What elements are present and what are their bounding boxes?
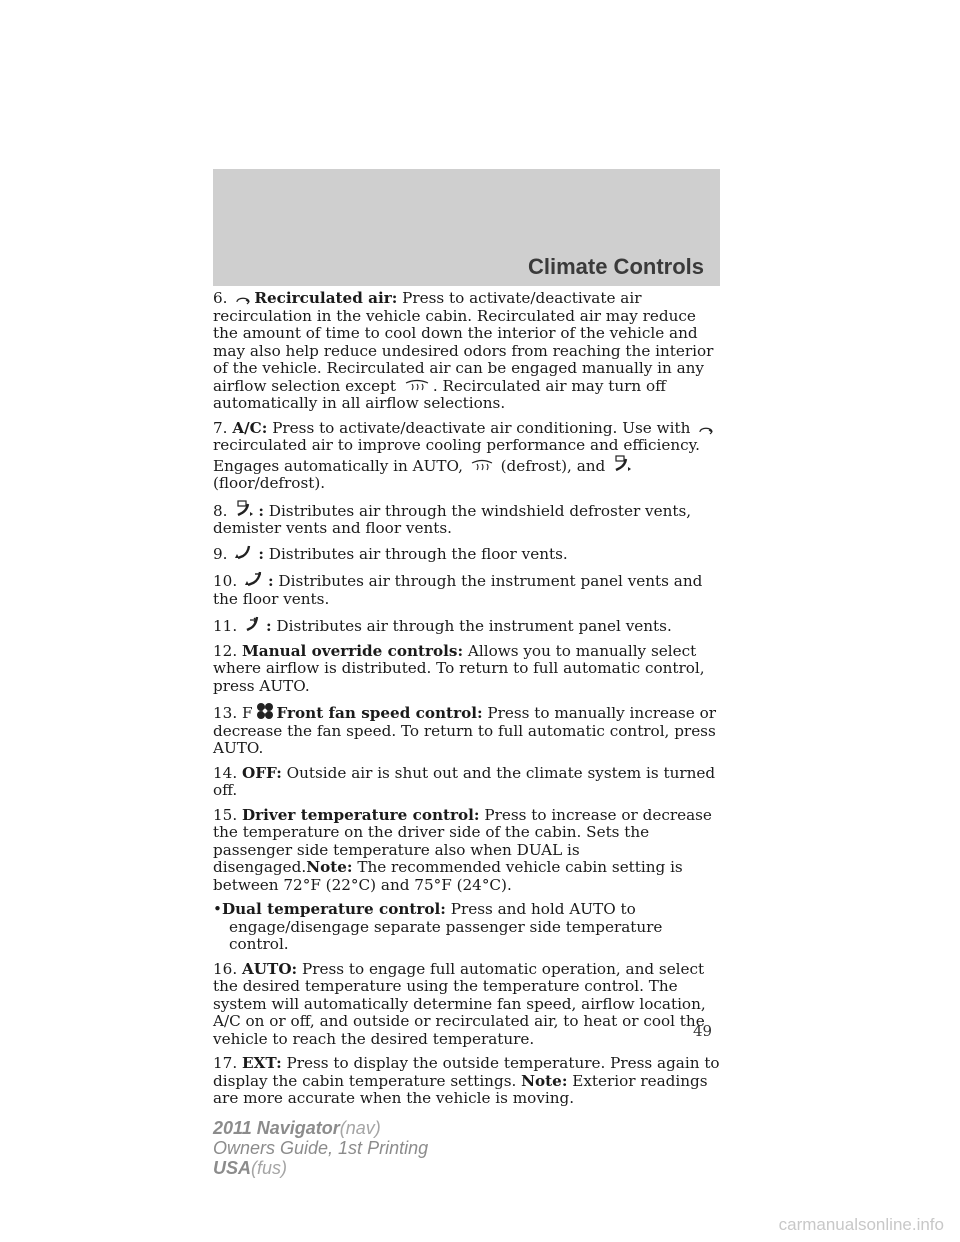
item-text: Allows you to manually select where airflow is distributed. To return to full automatic control, press AUTO.	[213, 641, 705, 695]
panel-floor-vent-icon	[245, 570, 265, 588]
page-number: 49	[693, 1022, 713, 1040]
footer-market: USA	[213, 1158, 252, 1178]
item-text: Press to activate/deactivate air conditioning. Use with	[272, 418, 691, 437]
item-8	[213, 500, 723, 538]
item-number: 11.	[213, 617, 238, 635]
item-text: Distributes air through the instrument panel vents and the floor vents.	[213, 572, 703, 608]
item-7	[213, 420, 723, 493]
footer	[213, 1118, 428, 1178]
note-text: Exterior readings are more accurate when the vehicle is moving.	[213, 1071, 708, 1107]
item-11	[213, 615, 723, 636]
item-number: 16.	[213, 959, 238, 978]
item-label: Driver temperature control:	[241, 805, 480, 824]
footer-market-code: (fus)	[251, 1158, 288, 1178]
item-number: 14.	[213, 763, 238, 782]
item-number: 9.	[213, 544, 228, 563]
item-label: EXT:	[241, 1054, 282, 1072]
item-text: Press to manually increase or decrease the fan speed. To return to full automatic control, press AUTO.	[213, 704, 717, 757]
note-label: Note:	[521, 1071, 568, 1090]
item-text-2: recirculated air to improve cooling performance and efficiency. Engages automatically in AUTO,	[213, 436, 701, 475]
section-title: Climate Controls	[527, 254, 704, 279]
item-12	[213, 643, 723, 696]
page-content	[213, 290, 723, 1115]
defrost-icon	[404, 379, 430, 393]
item-colon: :	[265, 617, 272, 635]
item-text-2: . Recirculated air may turn off automatically in all airflow selections.	[213, 376, 666, 412]
item-text: Distributes air through the floor vents.	[268, 544, 568, 563]
item-label: Manual override controls:	[241, 641, 464, 660]
item-number: 13. F	[213, 704, 253, 722]
item-label: Front fan speed control:	[276, 704, 483, 722]
item-label: AUTO:	[241, 959, 298, 978]
item-9	[213, 545, 723, 564]
item-number: 17.	[213, 1054, 238, 1072]
section-header-bar	[213, 169, 720, 286]
item-label: Dual temperature control:	[221, 900, 446, 918]
item-label: OFF:	[241, 763, 282, 782]
footer-model-code: (nav)	[339, 1118, 381, 1138]
floor-defrost-icon	[235, 500, 255, 518]
recirculation-icon	[698, 425, 714, 435]
bullet-mark: •	[213, 900, 222, 918]
item-10	[213, 570, 723, 608]
item-colon: :	[258, 544, 264, 563]
defrost-icon	[471, 459, 493, 473]
item-text: Press and hold AUTO to engage/disengage separate passenger side temperature control.	[229, 900, 663, 953]
item-text: Press to display the outside temperature. Press again to display the cabin temperature settings.	[213, 1054, 720, 1090]
floor-vent-icon	[235, 545, 255, 561]
item-label: A/C:	[232, 418, 268, 437]
item-number: 15.	[213, 805, 238, 824]
item-number: 6.	[213, 289, 228, 307]
item-number: 8.	[213, 501, 228, 520]
item-number: 7.	[213, 418, 228, 437]
note-label: Note:	[306, 858, 353, 876]
item-number: 12.	[213, 641, 238, 660]
item-text: Distributes air through the windshield defroster vents, demister vents and floor vents.	[213, 501, 692, 537]
footer-line-2: Owners Guide, 1st Printing	[213, 1138, 429, 1158]
fan-icon	[256, 702, 274, 720]
item-label: Recirculated air:	[254, 289, 398, 307]
item-text: Press to activate/deactivate air recirculation in the vehicle cabin. Recirculated air may reduce the amount of time to cool down the interior of the vehicle and may also help reduce undesired odors from reaching the interior of the vehicle. Recirculated air can be engaged manually in any airflow selection except	[213, 289, 714, 395]
item-6	[213, 290, 723, 413]
item-number: 10.	[213, 572, 238, 590]
item-text: Press to engage full automatic operation, and select the desired temperature using the temperature control. The system will automatically determine fan speed, airflow location, A/C on or off, and outside or recirculated air, to heat or cool the vehicle to reach the desired temperature.	[213, 959, 706, 1048]
item-colon: :	[267, 572, 274, 590]
bullet-item	[213, 901, 723, 954]
floor-defrost-icon	[613, 455, 633, 473]
item-14	[213, 765, 723, 800]
item-text: Press to increase or decrease the temperature on the driver side of the cabin. Sets the passenger side temperature also when DUAL is disengaged.	[213, 805, 712, 876]
item-text-3: (defrost), and	[500, 456, 606, 475]
note-text: The recommended vehicle cabin setting is between 72°F (22°C) and 75°F (24°C).	[213, 858, 683, 894]
item-15	[213, 807, 723, 895]
item-text-4: (floor/defrost).	[213, 474, 326, 492]
panel-vent-icon	[245, 615, 263, 633]
footer-line-3	[213, 1158, 428, 1178]
watermark-link[interactable]: carmanualsonline.info	[778, 1215, 944, 1234]
item-colon: :	[258, 501, 264, 520]
item-13	[213, 702, 723, 758]
item-text: Outside air is shut out and the climate system is turned off.	[213, 763, 716, 799]
footer-model: 2011 Navigator	[213, 1118, 340, 1138]
item-16	[213, 961, 723, 1049]
footer-line-1	[213, 1118, 428, 1138]
recirculation-icon	[235, 295, 251, 305]
item-text: Distributes air through the instrument panel vents.	[276, 617, 672, 635]
item-17	[213, 1055, 723, 1108]
